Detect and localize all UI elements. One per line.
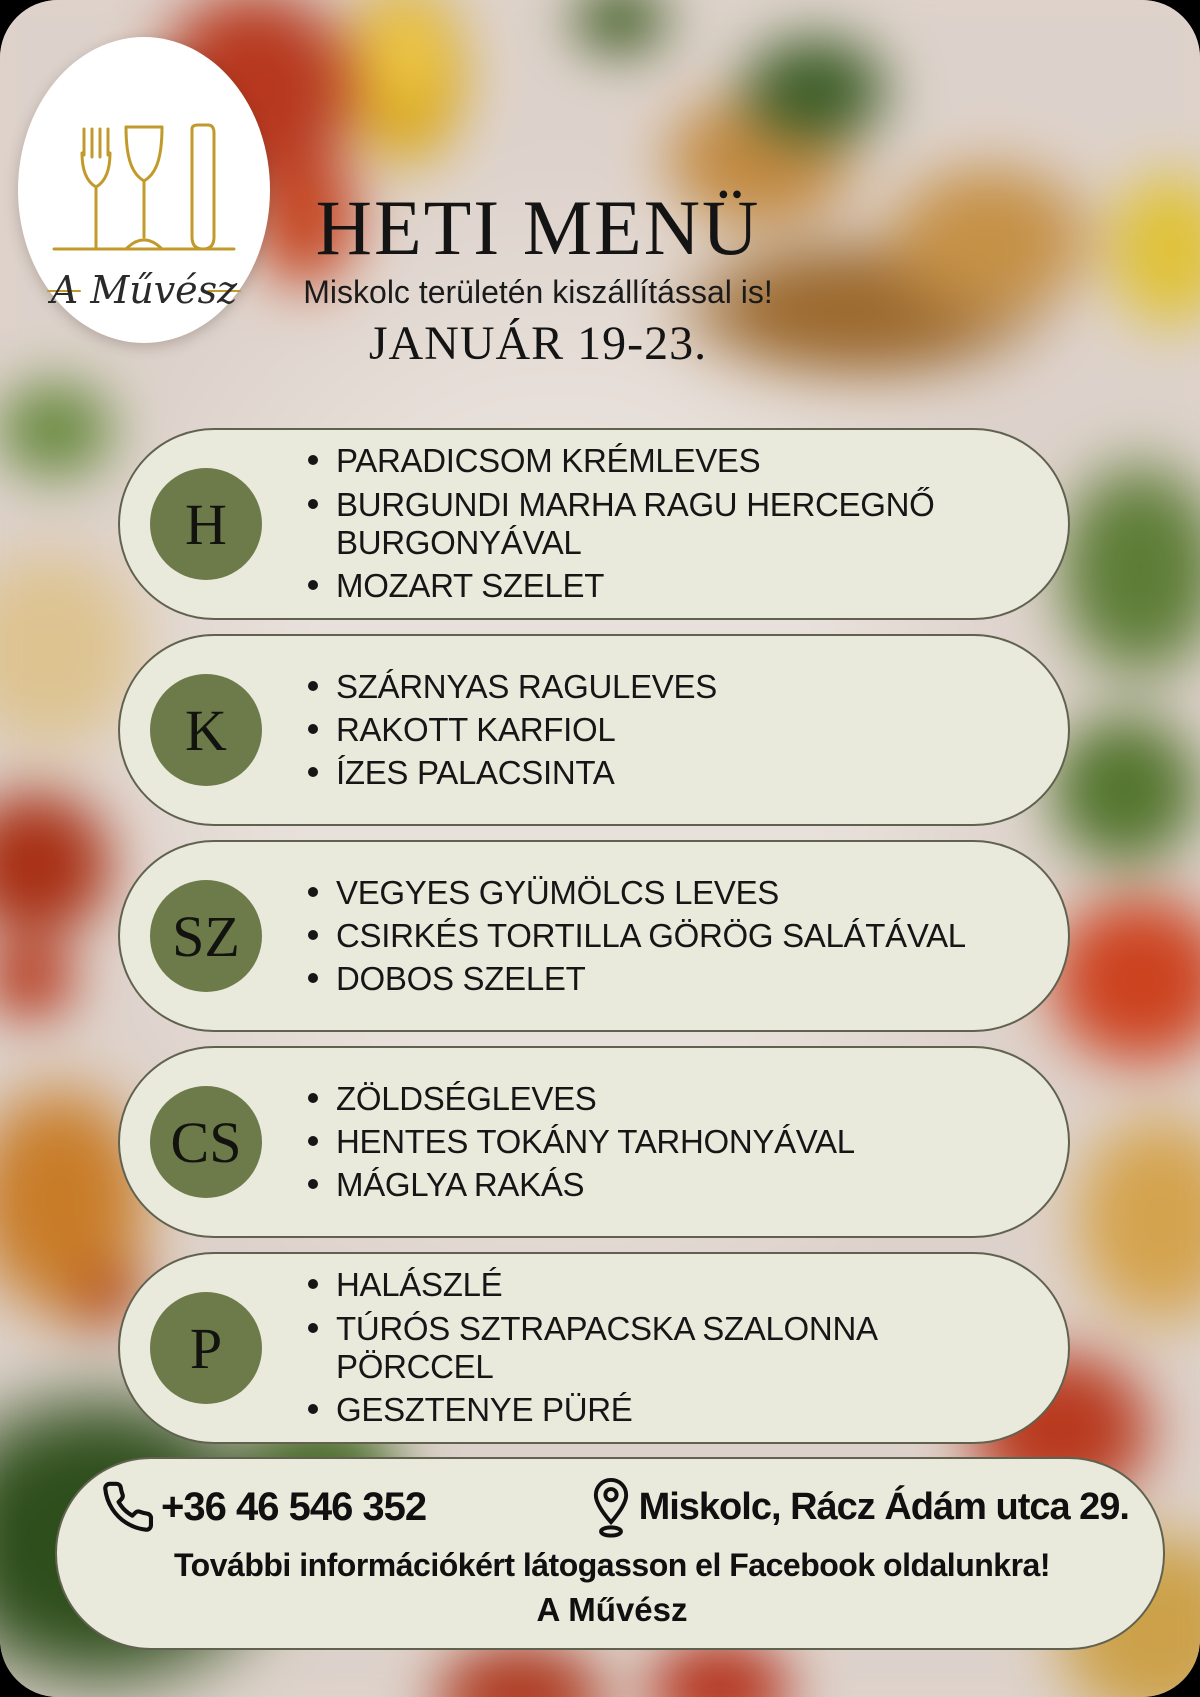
menu-item: PARADICSOM KRÉMLEVES (300, 442, 1000, 480)
menu-item: DOBOS SZELET (300, 960, 1000, 998)
menu-item: GESZTENYE PÜRÉ (300, 1391, 1000, 1429)
facebook-info-line: További információkért látogasson el Facebook oldalunkra! (174, 1547, 1050, 1583)
day-badge: H (150, 468, 262, 580)
brand-name: A Művész (536, 1591, 688, 1628)
day-menu-items (300, 1261, 1000, 1434)
day-menu-items (300, 1075, 1000, 1210)
menu-day-card (118, 634, 1070, 826)
day-menu-items (300, 663, 1000, 798)
footer-bar (55, 1457, 1165, 1650)
header (0, 184, 1076, 371)
page-title: HETI MENÜ (315, 184, 761, 271)
menu-item: RAKOTT KARFIOL (300, 711, 1000, 749)
address-text: Miskolc, Rácz Ádám utca 29. (638, 1485, 1129, 1528)
day-badge: SZ (150, 880, 262, 992)
menu-item: SZÁRNYAS RAGULEVES (300, 668, 1000, 706)
phone-icon (99, 1478, 157, 1536)
menu-item: VEGYES GYÜMÖLCS LEVES (300, 874, 1000, 912)
menu-day-card (118, 428, 1070, 620)
menu-item: BURGUNDI MARHA RAGU HERCEGNŐ BURGONYÁVAL (300, 486, 1000, 563)
day-badge: CS (150, 1086, 262, 1198)
delivery-subtitle: Miskolc területén kiszállítással is! (303, 273, 773, 310)
menu-day-card (118, 1252, 1070, 1444)
day-badge: K (150, 674, 262, 786)
menu-item: HENTES TOKÁNY TARHONYÁVAL (300, 1123, 1000, 1161)
menu-item: MÁGLYA RAKÁS (300, 1166, 1000, 1204)
day-badge: P (150, 1292, 262, 1404)
day-menu-items (300, 437, 1000, 610)
phone-number: +36 46 546 352 (161, 1484, 427, 1529)
menu-item: HALÁSZLÉ (300, 1266, 1000, 1304)
logo-script-name: A Művész (50, 268, 238, 312)
menu-item: ZÖLDSÉGLEVES (300, 1080, 1000, 1118)
address-contact (585, 1474, 1129, 1540)
menu-item: MOZART SZELET (300, 567, 1000, 605)
phone-contact (99, 1478, 426, 1536)
menu-item: CSIRKÉS TORTILLA GÖRÖG SALÁTÁVAL (300, 917, 1000, 955)
weekly-menu (118, 428, 1070, 1444)
date-range: JANUÁR 19-23. (368, 317, 708, 371)
menu-item: TÚRÓS SZTRAPACSKA SZALONNA PÖRCCEL (300, 1310, 1000, 1387)
location-pin-icon (585, 1474, 637, 1540)
day-menu-items (300, 869, 1000, 1004)
menu-day-card (118, 840, 1070, 1032)
menu-day-card (118, 1046, 1070, 1238)
menu-item: ÍZES PALACSINTA (300, 754, 1000, 792)
